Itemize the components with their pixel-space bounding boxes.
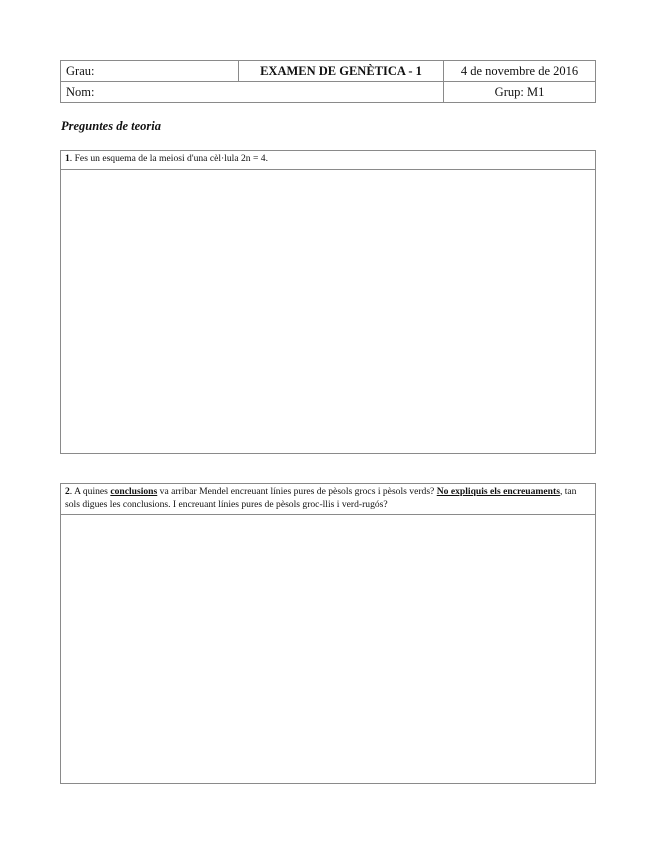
question-2-number: 2 xyxy=(65,486,70,497)
question-1-number: 1 xyxy=(65,153,70,164)
question-2-text-part-3: , tan sols digues les conclusions. I encreuant línies pures de pèsols groc-llis i verd-rugós? xyxy=(65,486,577,510)
question-2-text xyxy=(61,484,595,515)
question-2-emphasis-no-expliquis: No expliquis els encreuaments xyxy=(436,486,560,497)
exam-title: EXAMEN DE GENÈTICA - 1 xyxy=(239,61,444,82)
exam-header-table xyxy=(60,60,596,103)
grup-label: Grup: M1 xyxy=(444,82,596,103)
question-1-statement: Fes un esquema de la meiosi d'una cèl·lula 2n = 4. xyxy=(72,153,268,164)
question-2-text-part-2: va arribar Mendel encreuant línies pures de pèsols grocs i pèsols verds? xyxy=(157,486,437,497)
section-title: Preguntes de teoria xyxy=(61,119,161,133)
question-2-emphasis-conclusions: conclusions xyxy=(110,486,158,497)
question-1-separator: . xyxy=(69,153,73,164)
question-1-answer-area[interactable] xyxy=(61,170,595,452)
nom-label: Nom: xyxy=(61,82,444,103)
question-2-text-part-1: A quines xyxy=(72,486,111,497)
exam-date: 4 de novembre de 2016 xyxy=(444,61,596,82)
question-1-box xyxy=(60,150,596,454)
header-row-2 xyxy=(61,82,596,103)
grau-label: Grau: xyxy=(61,61,239,82)
question-1-text xyxy=(61,151,595,170)
question-2-separator: . xyxy=(69,486,73,497)
question-2-answer-area[interactable] xyxy=(61,515,595,781)
question-2-box xyxy=(60,483,596,784)
header-row-1 xyxy=(61,61,596,82)
